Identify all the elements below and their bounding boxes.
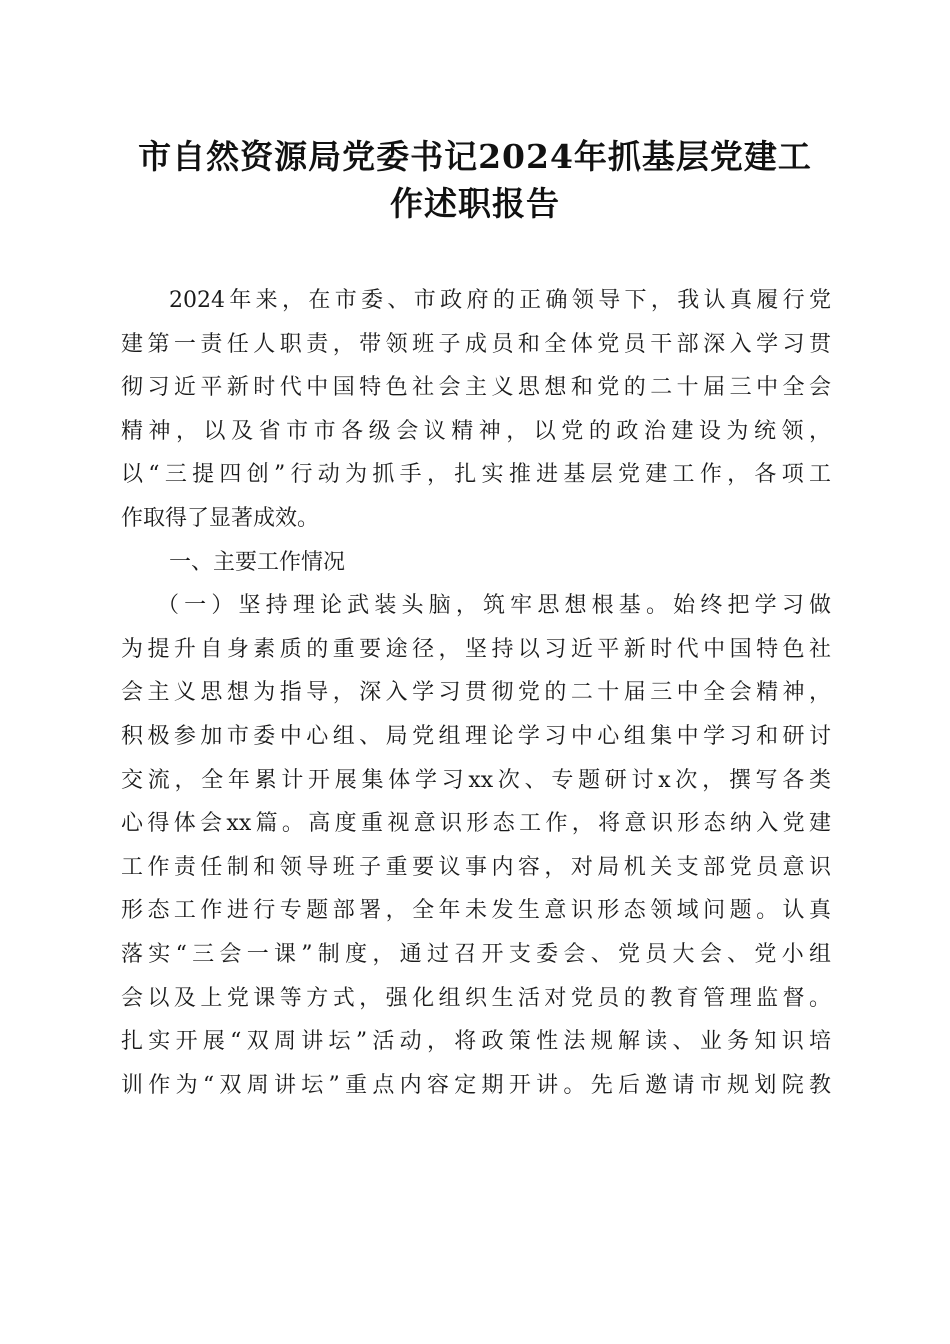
paragraph-line: 训作为“双周讲坛”重点内容定期开讲。先后邀请市规划院教 — [121, 1072, 831, 1098]
intro-line: 以“三提四创”行动为抓手，扎实推进基层党建工作，各项工 — [121, 462, 831, 488]
title-line-2: 作述职报告 — [390, 184, 560, 223]
paragraph-line: 心得体会xx篇。高度重视意识形态工作，将意识形态纳入党建 — [121, 811, 831, 837]
intro-line: 建第一责任人职责，带领班子成员和全体党员干部深入学习贯 — [121, 331, 831, 357]
intro-line: 2024年来，在市委、市政府的正确领导下，我认真履行党 — [169, 288, 831, 313]
paragraph-line: 会主义思想为指导，深入学习贯彻党的二十届三中全会精神， — [121, 680, 831, 706]
subsection-heading: （一）坚持理论武装头脑，筑牢思想根基。 — [157, 593, 674, 619]
paragraph-line: 交流，全年累计开展集体学习xx次、专题研讨x次，撰写各类 — [121, 767, 831, 793]
paragraph-line: 积极参加市委中心组、局党组理论学习中心组集中学习和研讨 — [121, 723, 831, 749]
document-body — [121, 279, 831, 1107]
intro-line: 作取得了显著成效。 — [121, 505, 320, 531]
section-heading: 一、主要工作情况 — [169, 549, 346, 575]
subsection-first-line — [121, 584, 831, 628]
paragraph-line: 工作责任制和领导班子重要议事内容，对局机关支部党员意识 — [121, 854, 831, 880]
paragraph-line: 为提升自身素质的重要途径，坚持以习近平新时代中国特色社 — [121, 636, 831, 662]
intro-line: 彻习近平新时代中国特色社会主义思想和党的二十届三中全会 — [121, 375, 831, 401]
subsection-first-line-text: 始终把学习做 — [673, 593, 831, 619]
paragraph-line: 会以及上党课等方式，强化组织生活对党员的教育管理监督。 — [121, 985, 831, 1011]
intro-line: 精神，以及省市市各级会议精神，以党的政治建设为统领， — [121, 418, 831, 444]
paragraph-line: 落实“三会一课”制度，通过召开支委会、党员大会、党小组 — [121, 941, 831, 967]
paragraph-line: 扎实开展“双周讲坛”活动，将政策性法规解读、业务知识培 — [121, 1029, 831, 1055]
paragraph-line: 形态工作进行专题部署，全年未发生意识形态领域问题。认真 — [121, 898, 831, 924]
title-line-1: 市自然资源局党委书记2024年抓基层党建工 — [138, 137, 812, 176]
document-title — [120, 133, 830, 227]
